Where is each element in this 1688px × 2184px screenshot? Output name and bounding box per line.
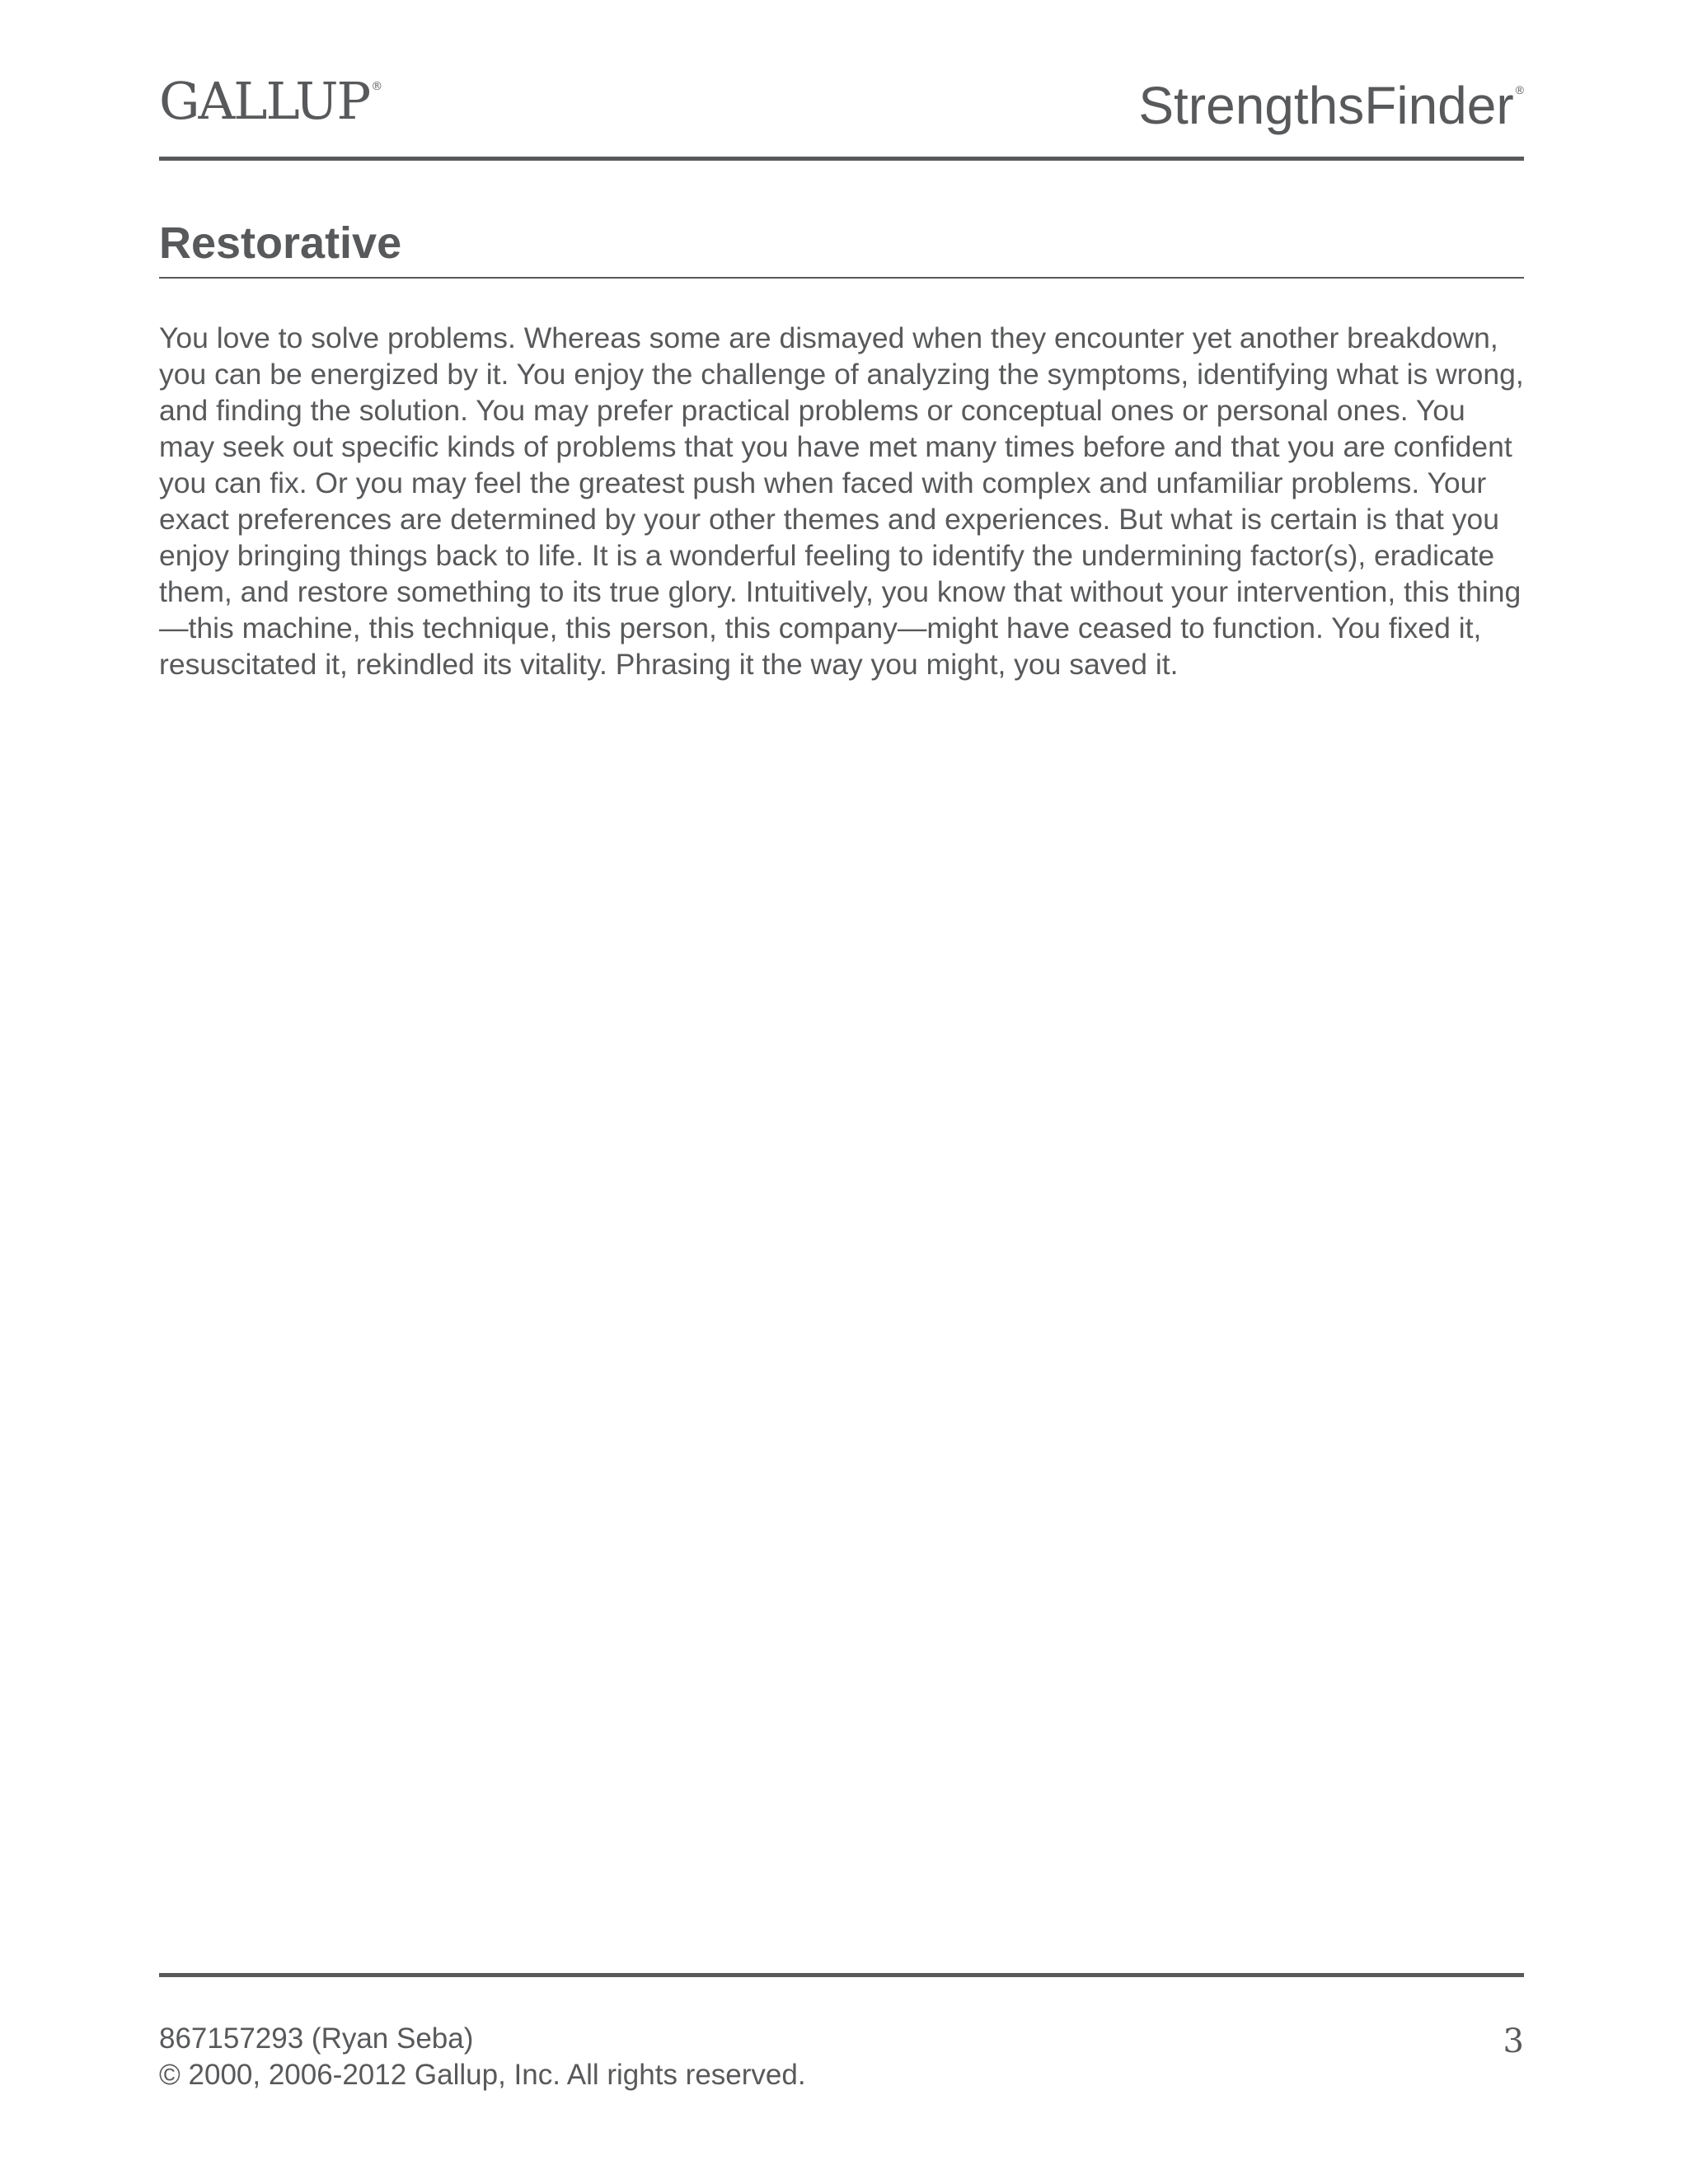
footer-copyright: © 2000, 2006-2012 Gallup, Inc. All rights reserved. [159,2059,806,2091]
section-body-text: You love to solve problems. Whereas some are dismayed when they encounter yet another breakdown, you can be energized by it. You enjoy the challenge of analyzing the symptoms, identifying what is wrong, and finding the solution. You may prefer practical problems or conceptual ones or personal ones. You may seek out specific kinds of problems that you have met many times before and that you are confident you can fix. Or you may feel the greatest push when faced with complex and unfamiliar problems. Your exact preferences are determined by your other themes and experiences. But what is certain is that you enjoy bringing things back to life. It is a wonderful feeling to identify the undermining factor(s), eradicate them, and restore something to its true glory. Intuitively, you know that without your intervention, this thing—this machine, this technique, this person, this company—might have ceased to function. You fixed it, resuscitated it, rekindled its vitality. Phrasing it the way you might, you saved it. [159,321,1524,681]
product-name [1138,76,1524,135]
logo-text: GALLUP [159,71,370,131]
product-registered-mark: ® [1515,83,1524,96]
product-name-text: StrengthsFinder [1138,76,1514,135]
header-divider [159,157,1524,161]
gallup-logo [159,71,382,131]
footer-divider [159,1973,1524,1977]
page-number: 3 [1503,2022,1524,2060]
footer-user-id: 867157293 (Ryan Seba) [159,2022,474,2055]
title-divider [159,277,1524,279]
section-title: Restorative [159,218,402,268]
logo-registered-mark: ® [371,80,382,93]
